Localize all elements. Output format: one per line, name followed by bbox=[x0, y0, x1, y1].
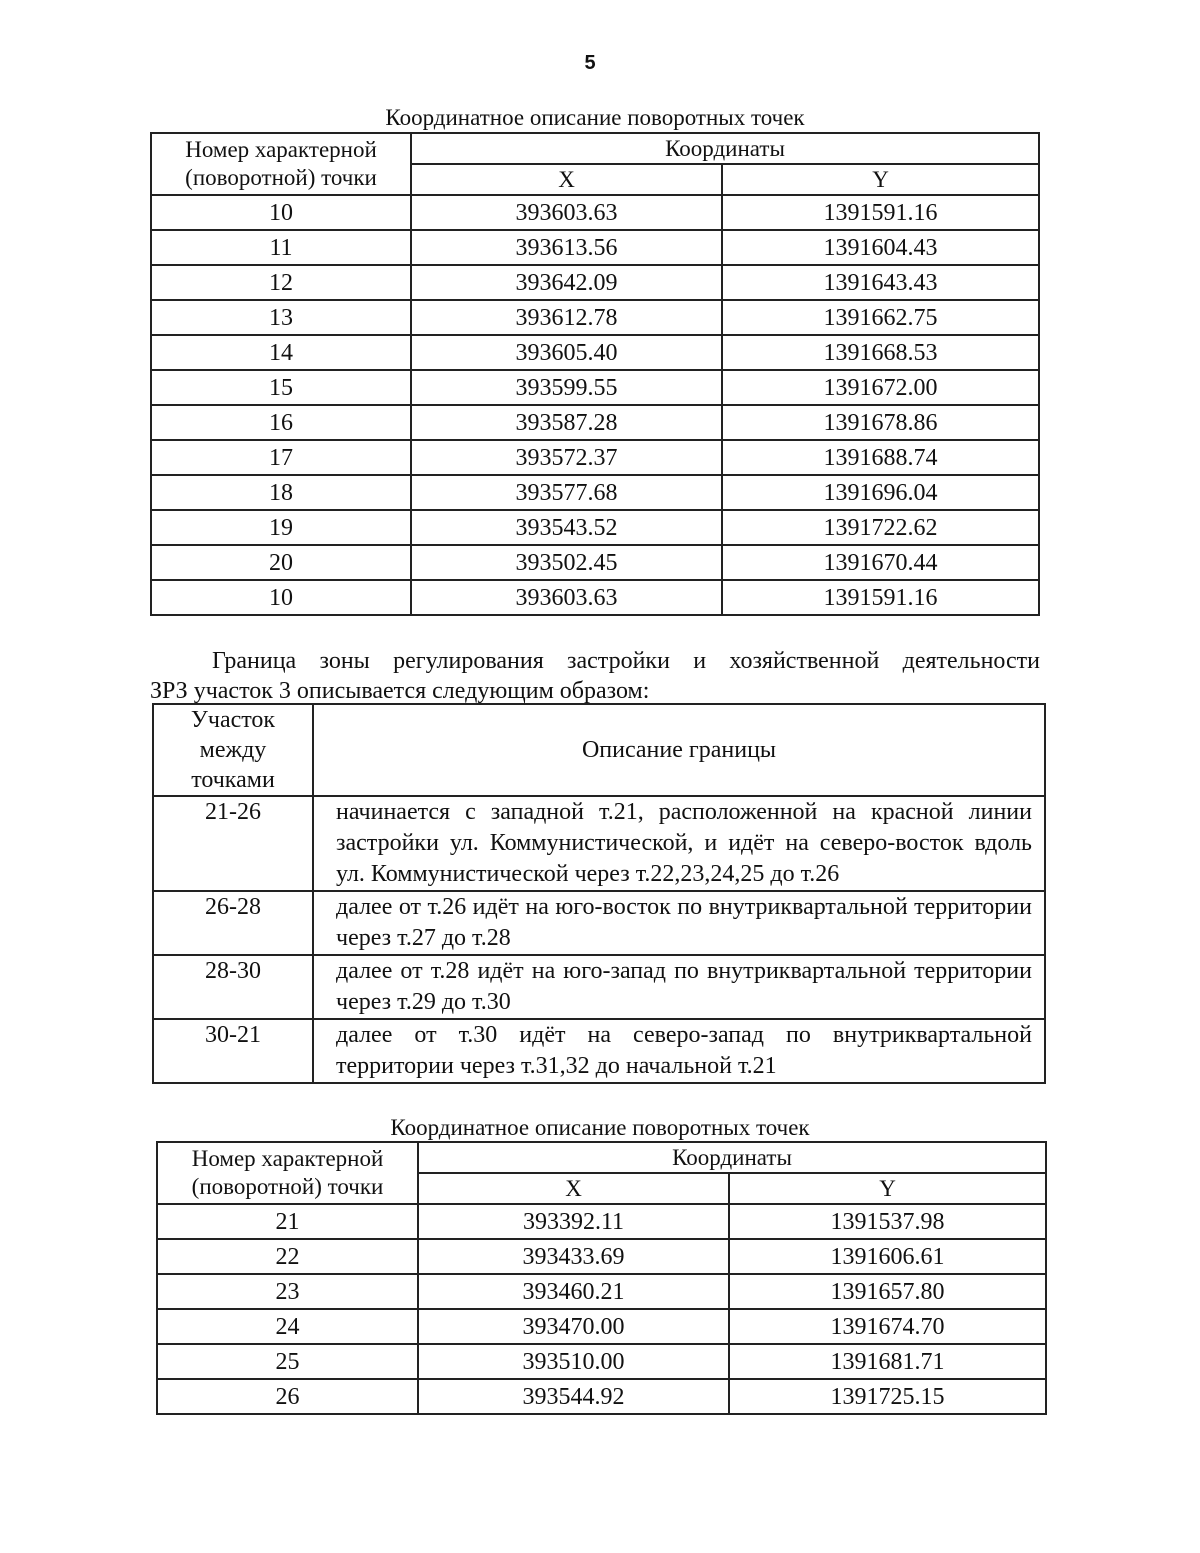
y-coordinate-cell: 1391606.61 bbox=[729, 1239, 1046, 1274]
segment-cell: 28-30 bbox=[153, 955, 313, 1019]
description-header: Описание границы bbox=[313, 704, 1045, 796]
description-cell: далее от т.30 идёт на северо-запад по внутриквартальной территории через т.31,32 до начальной т.21 bbox=[313, 1019, 1045, 1083]
zone-boundary-paragraph bbox=[150, 646, 1040, 706]
y-header: Y bbox=[722, 164, 1039, 195]
table-row bbox=[151, 580, 1039, 615]
coordinates-table-1 bbox=[150, 132, 1040, 616]
table-row bbox=[153, 796, 1045, 891]
table-row bbox=[151, 510, 1039, 545]
coordinates-header: Координаты bbox=[418, 1142, 1046, 1173]
segment-header: Участок между точками bbox=[153, 704, 313, 796]
table-row bbox=[151, 545, 1039, 580]
table-row bbox=[157, 1309, 1046, 1344]
table-row bbox=[151, 335, 1039, 370]
x-coordinate-cell: 393599.55 bbox=[411, 370, 722, 405]
x-coordinate-cell: 393543.52 bbox=[411, 510, 722, 545]
table-row bbox=[157, 1379, 1046, 1414]
y-coordinate-cell: 1391681.71 bbox=[729, 1344, 1046, 1379]
point-number-cell: 10 bbox=[151, 195, 411, 230]
x-coordinate-cell: 393642.09 bbox=[411, 265, 722, 300]
segment-cell: 30-21 bbox=[153, 1019, 313, 1083]
point-number-cell: 22 bbox=[157, 1239, 418, 1274]
description-cell: начинается с западной т.21, расположенной на красной линии застройки ул. Коммунистической, и идёт на северо-восток вдоль ул. Коммунистической через т.22,23,24,25 до т.26 bbox=[313, 796, 1045, 891]
point-number-cell: 18 bbox=[151, 475, 411, 510]
point-number-cell: 25 bbox=[157, 1344, 418, 1379]
y-coordinate-cell: 1391678.86 bbox=[722, 405, 1039, 440]
point-number-cell: 21 bbox=[157, 1204, 418, 1239]
boundary-description-table bbox=[152, 703, 1046, 1084]
x-header: X bbox=[411, 164, 722, 195]
point-number-cell: 19 bbox=[151, 510, 411, 545]
table-row bbox=[151, 370, 1039, 405]
table-row bbox=[151, 300, 1039, 335]
table3-caption: Координатное описание поворотных точек bbox=[390, 1115, 810, 1140]
point-number-cell: 11 bbox=[151, 230, 411, 265]
table-row bbox=[151, 265, 1039, 300]
y-coordinate-cell: 1391604.43 bbox=[722, 230, 1039, 265]
point-number-cell: 26 bbox=[157, 1379, 418, 1414]
table-row bbox=[151, 440, 1039, 475]
y-coordinate-cell: 1391591.16 bbox=[722, 195, 1039, 230]
y-coordinate-cell: 1391725.15 bbox=[729, 1379, 1046, 1414]
y-coordinate-cell: 1391696.04 bbox=[722, 475, 1039, 510]
x-header: X bbox=[418, 1173, 729, 1204]
table-row bbox=[157, 1204, 1046, 1239]
point-number-header: Номер характерной (поворотной) точки bbox=[157, 1142, 418, 1204]
y-coordinate-cell: 1391688.74 bbox=[722, 440, 1039, 475]
x-coordinate-cell: 393603.63 bbox=[411, 580, 722, 615]
paragraph-line-2: ЗРЗ участок 3 описывается следующим образом: bbox=[150, 678, 650, 704]
coordinates-header: Координаты bbox=[411, 133, 1039, 164]
point-number-cell: 15 bbox=[151, 370, 411, 405]
point-number-cell: 16 bbox=[151, 405, 411, 440]
x-coordinate-cell: 393544.92 bbox=[418, 1379, 729, 1414]
x-coordinate-cell: 393577.68 bbox=[411, 475, 722, 510]
x-coordinate-cell: 393613.56 bbox=[411, 230, 722, 265]
x-coordinate-cell: 393603.63 bbox=[411, 195, 722, 230]
description-cell: далее от т.28 идёт на юго-запад по внутриквартальной территории через т.29 до т.30 bbox=[313, 955, 1045, 1019]
y-coordinate-cell: 1391668.53 bbox=[722, 335, 1039, 370]
point-number-cell: 17 bbox=[151, 440, 411, 475]
table-row bbox=[153, 955, 1045, 1019]
point-number-cell: 13 bbox=[151, 300, 411, 335]
x-coordinate-cell: 393510.00 bbox=[418, 1344, 729, 1379]
point-number-cell: 20 bbox=[151, 545, 411, 580]
paragraph-line-1: Граница зоны регулирования застройки и хозяйственной деятельности bbox=[212, 648, 1040, 674]
y-coordinate-cell: 1391670.44 bbox=[722, 545, 1039, 580]
y-coordinate-cell: 1391662.75 bbox=[722, 300, 1039, 335]
y-coordinate-cell: 1391672.00 bbox=[722, 370, 1039, 405]
y-coordinate-cell: 1391643.43 bbox=[722, 265, 1039, 300]
description-cell: далее от т.26 идёт на юго-восток по внутриквартальной территории через т.27 до т.28 bbox=[313, 891, 1045, 955]
page-number: 5 bbox=[584, 52, 596, 74]
x-coordinate-cell: 393572.37 bbox=[411, 440, 722, 475]
y-header: Y bbox=[729, 1173, 1046, 1204]
point-number-cell: 10 bbox=[151, 580, 411, 615]
table-row bbox=[153, 1019, 1045, 1083]
x-coordinate-cell: 393470.00 bbox=[418, 1309, 729, 1344]
x-coordinate-cell: 393460.21 bbox=[418, 1274, 729, 1309]
x-coordinate-cell: 393605.40 bbox=[411, 335, 722, 370]
y-coordinate-cell: 1391591.16 bbox=[722, 580, 1039, 615]
x-coordinate-cell: 393502.45 bbox=[411, 545, 722, 580]
y-coordinate-cell: 1391674.70 bbox=[729, 1309, 1046, 1344]
y-coordinate-cell: 1391722.62 bbox=[722, 510, 1039, 545]
table-row bbox=[151, 230, 1039, 265]
table-row bbox=[157, 1274, 1046, 1309]
y-coordinate-cell: 1391537.98 bbox=[729, 1204, 1046, 1239]
y-coordinate-cell: 1391657.80 bbox=[729, 1274, 1046, 1309]
x-coordinate-cell: 393612.78 bbox=[411, 300, 722, 335]
point-number-header: Номер характерной (поворотной) точки bbox=[151, 133, 411, 195]
table-row bbox=[157, 1239, 1046, 1274]
table-row bbox=[151, 405, 1039, 440]
segment-cell: 26-28 bbox=[153, 891, 313, 955]
x-coordinate-cell: 393587.28 bbox=[411, 405, 722, 440]
point-number-cell: 12 bbox=[151, 265, 411, 300]
table-row bbox=[151, 195, 1039, 230]
point-number-cell: 23 bbox=[157, 1274, 418, 1309]
table-row bbox=[151, 475, 1039, 510]
table-row bbox=[157, 1344, 1046, 1379]
x-coordinate-cell: 393392.11 bbox=[418, 1204, 729, 1239]
coordinates-table-2 bbox=[156, 1141, 1047, 1415]
segment-cell: 21-26 bbox=[153, 796, 313, 891]
x-coordinate-cell: 393433.69 bbox=[418, 1239, 729, 1274]
point-number-cell: 24 bbox=[157, 1309, 418, 1344]
point-number-cell: 14 bbox=[151, 335, 411, 370]
table1-caption: Координатное описание поворотных точек bbox=[385, 105, 805, 130]
table-row bbox=[153, 891, 1045, 955]
